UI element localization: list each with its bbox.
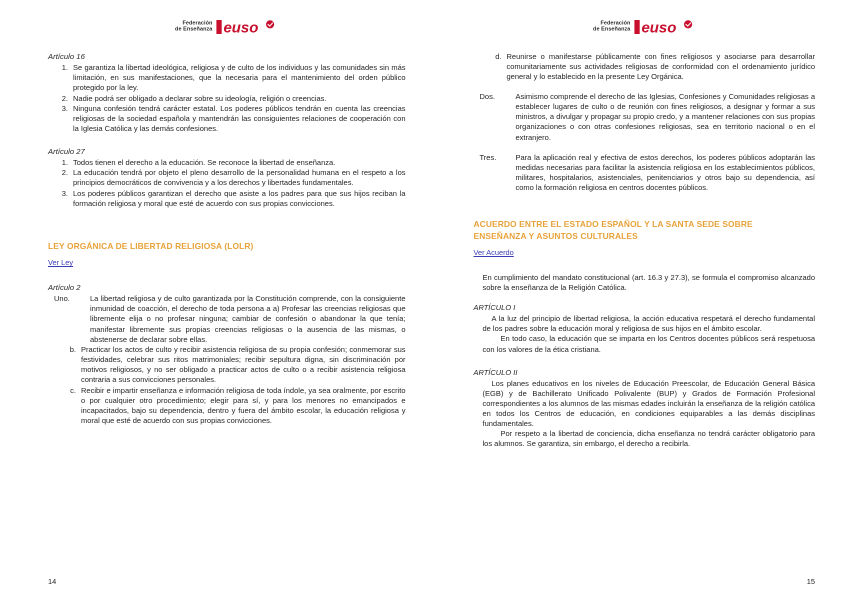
list-item xyxy=(48,294,406,344)
list-marker: 3. xyxy=(61,188,68,198)
feuso-logo xyxy=(593,17,696,36)
list-item xyxy=(474,92,816,142)
section-title: ARTÍCULO II xyxy=(473,367,518,377)
list-marker: 3. xyxy=(61,104,68,114)
page-right xyxy=(432,0,863,612)
list-item-text: Nadie podrá ser obligado a declarar sobre su ideología, religión o creencias. xyxy=(73,93,327,103)
list-marker: Tres. xyxy=(479,152,497,162)
svg-text:euso: euso xyxy=(641,19,677,37)
list-item xyxy=(474,52,816,82)
numbered-list-27 xyxy=(48,158,406,209)
page-header-left xyxy=(48,0,406,46)
continued-list xyxy=(474,52,816,193)
ver-ley-link[interactable]: Ver Ley xyxy=(48,258,74,268)
logo-line-2: de Enseñanza xyxy=(592,26,630,33)
svg-text:euso: euso xyxy=(223,19,259,37)
article-paragraph: Los planes educativos en los niveles de Educación Preescolar, de Educación General Básica (EGB) y de Bachillerato Unificado Polivalente (BUP) y Grados de Formación Profesional correspondientes a los alumnos de las mismas edades incluirán la enseñanza de la religión católica en todos los Centros de educación, en condiciones equiparables a las demás disciplinas fundamentales. xyxy=(482,378,815,428)
lettered-list-art2 xyxy=(48,294,406,426)
section-heading-acuerdo-line2: ENSEÑANZA Y ASUNTOS CULTURALES xyxy=(473,230,638,241)
section-articulo-27 xyxy=(48,147,406,209)
spacer xyxy=(474,355,816,368)
spacer xyxy=(48,270,406,283)
section-articulo-i xyxy=(474,303,816,354)
list-item xyxy=(48,63,406,93)
list-marker: 1. xyxy=(61,63,68,72)
page-header-right xyxy=(474,0,816,46)
section-title: ARTÍCULO I xyxy=(473,303,516,313)
section-title: Artículo 2 xyxy=(48,283,81,293)
lolr-heading-block xyxy=(48,241,406,270)
list-item-text: Ninguna confesión tendrá carácter estatal. Los poderes públicos tendrán en cuenta las creencias religiosas de la sociedad española y mantendrán las consiguientes relaciones de cooperación con la Iglesia Católica y las demás confesiones. xyxy=(73,104,406,134)
list-item-text: Todos tienen el derecho a la educación. Se reconoce la libertad de enseñanza. xyxy=(73,157,336,167)
article-paragraph: En todo caso, la educación que se imparta en los Centros docentes públicos será respetuosa con los valores de la ética cristiana. xyxy=(482,334,815,354)
list-item-text: La educación tendrá por objeto el pleno desarrollo de la personalidad humana en el respeto a los principios democráticos de convivencia y a los derechos y libertades fundamentales. xyxy=(73,168,406,188)
logo-line-1: Federación xyxy=(182,20,213,27)
section-title: Artículo 16 xyxy=(48,52,85,61)
list-item xyxy=(48,168,406,188)
section-heading-lolr: LEY ORGÁNICA DE LIBERTAD RELIGIOSA (LOLR) xyxy=(48,240,254,251)
list-marker: b. xyxy=(69,345,76,355)
list-item xyxy=(48,94,406,104)
logo-line-1: Federación xyxy=(600,20,630,27)
ver-acuerdo-link[interactable]: Ver Acuerdo xyxy=(473,248,514,258)
list-item-text: Recibir e impartir enseñanza e información religiosa de toda índole, ya sea oralmente, por escrito o por cualquier otro procedimiento; elegir para sí, y para los menores no emancipados e incapacitados, bajo su dependencia, dentro y fuera del ámbito escolar, la educación religiosa y moral que esté de acuerdo con sus propias convicciones. xyxy=(81,385,406,426)
list-item xyxy=(48,189,406,209)
spacer xyxy=(474,193,816,219)
list-marker: c. xyxy=(70,385,76,395)
page-number-left: 14 xyxy=(48,577,57,586)
spacer xyxy=(474,260,816,273)
list-item xyxy=(474,153,816,193)
section-title: Artículo 27 xyxy=(48,146,85,156)
list-marker: 2. xyxy=(61,93,68,103)
list-item-text: Se garantiza la libertad ideológica, religiosa y de culto de los individuos y las comunidades sin más limitación, en sus manifestaciones, que la necesaria para el mantenimiento del orden público protegido por la ley. xyxy=(73,63,406,93)
logo-wordmark-text xyxy=(593,21,630,33)
section-articulo-2 xyxy=(48,283,406,426)
list-item-text: Reunirse o manifestarse públicamente con fines religiosos y asociarse para desarrollar comunitariamente sus actividades religiosas de conformidad con el ordenamiento jurídico general y lo establecido en la presente Ley Orgánica. xyxy=(506,52,815,82)
list-item-text: Los poderes públicos garantizan el derecho que asiste a los padres para que sus hijos reciban la formación religiosa y moral que esté de acuerdo con sus propias convicciones. xyxy=(73,188,406,208)
spacer xyxy=(48,221,406,241)
list-marker: 2. xyxy=(61,168,68,178)
section-heading-acuerdo-line1: ACUERDO ENTRE EL ESTADO ESPAÑOL Y LA SANTA SEDE SOBRE xyxy=(473,219,753,230)
acuerdo-intro-paragraph: En cumplimiento del mandato constitucional (art. 16.3 y 27.3), se formula el compromiso alcanzado sobre la enseñanza de la Religión Católica. xyxy=(482,273,815,293)
acuerdo-heading-block xyxy=(474,219,816,260)
list-item xyxy=(48,104,406,134)
numbered-list-16 xyxy=(48,63,406,135)
list-item xyxy=(48,158,406,168)
list-item xyxy=(48,386,406,426)
list-item xyxy=(48,345,406,385)
list-item-text: La libertad religiosa y de culto garantizada por la Constitución comprende, con la consiguiente inmunidad de coacción, el derecho de toda persona a a) Profesar las creencias religiosas que libremente elija o no profesar ninguna; cambiar de confesión o abandonar la que tenía; manifestar libremente sus propias creencias religiosas o la ausencia de las mismas, o abstenerse de declarar sobre ellas. xyxy=(90,294,406,344)
section-articulo-16 xyxy=(48,52,406,135)
logo-wordmark-text xyxy=(175,21,212,33)
list-marker: d. xyxy=(495,52,502,61)
left-page-body xyxy=(48,46,406,426)
article-paragraph: A la luz del principio de libertad religiosa, la acción educativa respetará el derecho fundamental de los padres sobre la educación moral y religiosa de sus hijos en el ámbito escolar. xyxy=(482,314,815,334)
list-marker: Dos. xyxy=(479,92,495,102)
list-item-text: Practicar los actos de culto y recibir asistencia religiosa de su propia confesión; conmemorar sus festividades, celebrar sus ritos matrimoniales; recibir sepultura digna, sin discriminación por motivos religiosos, y no ser obligado a practicar actos de culto o a recibir asistencia religiosa contraria a sus convicciones personales. xyxy=(81,345,406,385)
feuso-logo xyxy=(175,17,278,36)
logo-line-2: de Enseñanza xyxy=(175,26,213,33)
list-item-text: Asimismo comprende el derecho de las Iglesias, Confesiones y Comunidades religiosas a establecer lugares de culto o de reunión con fines religiosos, a designar y formar a sus ministros, a divulgar y propagar su propio credo, y a mantener relaciones con sus propias organizaciones o con otras confesiones religiosas, sea en territorio nacional o en el extranjero. xyxy=(515,92,815,142)
section-articulo-ii xyxy=(474,368,816,450)
article-paragraph: Por respeto a la libertad de conciencia, dicha enseñanza no tendrá carácter obligatorio para los alumnos. Se garantiza, sin embargo, el derecho a recibirla. xyxy=(482,428,815,449)
list-marker: 1. xyxy=(61,157,68,167)
list-item-text: Para la aplicación real y efectiva de estos derechos, los poderes públicos adoptarán las medidas necesarias para facilitar la asistencia religiosa en los establecimientos públicos, militares, hospitalarios, asistenciales, penitenciarios y otros bajo su dependencia, así como la formación religiosa en centros docentes públicos. xyxy=(515,152,815,192)
feuso-logo-mark xyxy=(215,17,278,36)
page-number-right: 15 xyxy=(806,577,815,586)
list-marker: Uno. xyxy=(54,294,70,304)
right-page-body xyxy=(474,46,816,449)
feuso-logo-mark xyxy=(633,17,696,36)
